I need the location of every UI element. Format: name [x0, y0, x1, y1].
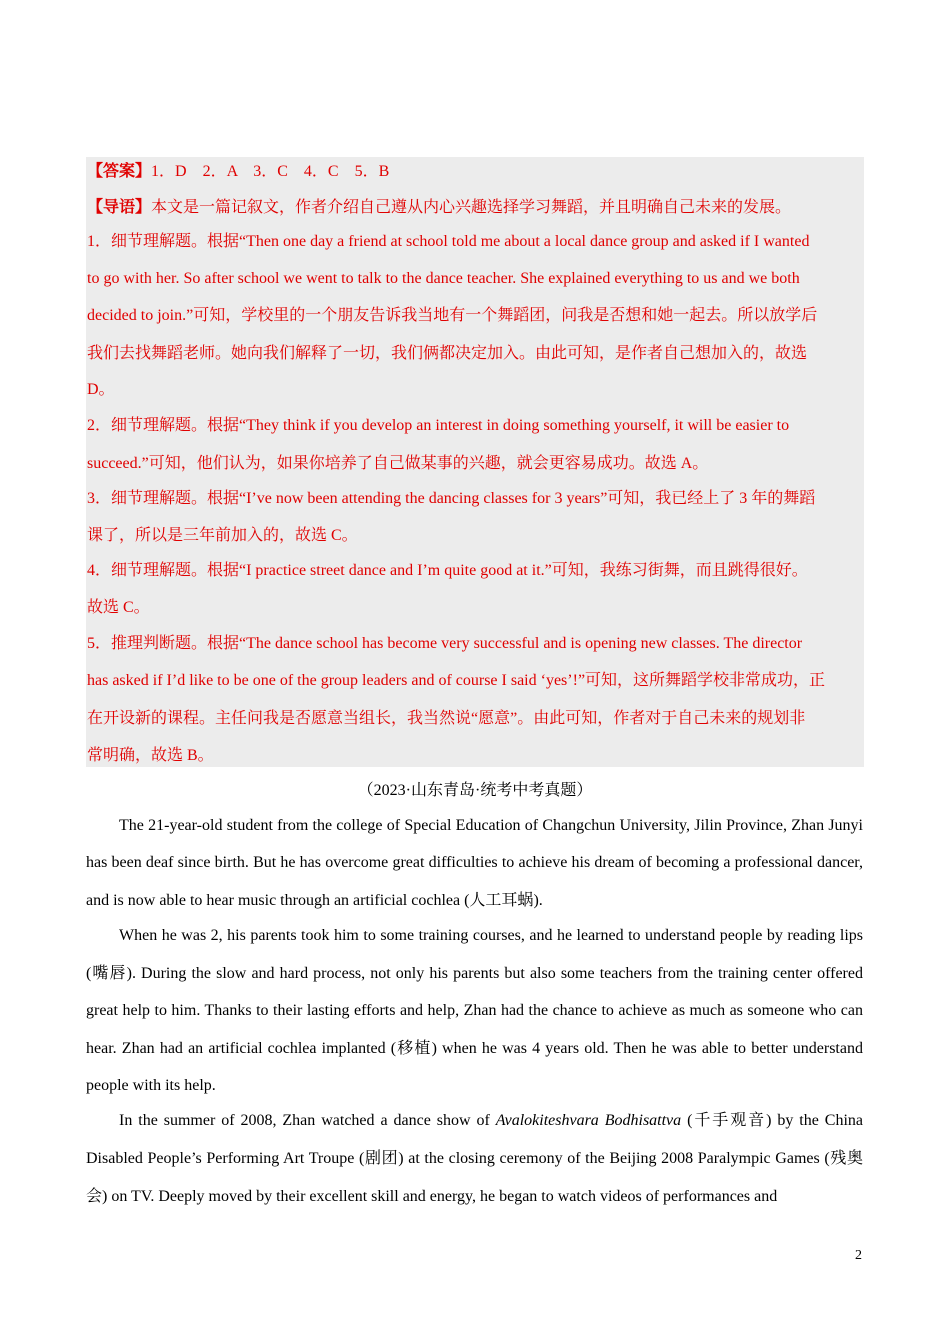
- paragraph-text: When he was 2, his parents took him to some training courses, and he learned to understand people by reading lips (: [86, 927, 863, 982]
- chinese-gloss: 剧团: [364, 1148, 399, 1167]
- explanation-line: to go with her. So after school we went to talk to the dance teacher. She explained everything to us and we both: [87, 270, 800, 287]
- chinese-gloss: 移植: [396, 1038, 432, 1057]
- explanation-line: 1．细节理解题。根据“Then one day a friend at school told me about a local dance group and asked if I wanted: [87, 233, 810, 250]
- chinese-gloss: 嘴唇: [91, 963, 127, 982]
- explanation-line: 常明确，故选 B。: [87, 747, 214, 764]
- paragraph-text: ) by the China Disabled People’s Performing Art Troupe (: [86, 1112, 864, 1167]
- paragraph-text: In the summer of 2008, Zhan watched a dance show of: [119, 1112, 496, 1129]
- work-title: Avalokiteshvara Bodhisattva: [495, 1112, 682, 1129]
- chinese-gloss: 千手观音: [692, 1110, 767, 1129]
- guide-text: 本文是一篇记叙文，作者介绍自己遵从内心兴趣选择学习舞蹈，并且明确自己未来的发展。: [151, 199, 792, 216]
- explanation-line: 4．细节理解题。根据“I practice street dance and I’m quite good at it.”可知，我练习街舞，而且跳得很好。: [87, 562, 808, 579]
- explanation-line: 故选 C。: [87, 599, 150, 616]
- answer-tag: 【答案】: [87, 163, 152, 180]
- guide-line: [87, 198, 791, 218]
- explanation-line: 课了，所以是三年前加入的，故选 C。: [87, 527, 358, 544]
- explanation-line: has asked if I’d like to be one of the group leaders and of course I said ‘yes’!”可知，这所舞蹈学校非常成功，正: [87, 672, 826, 689]
- guide-tag: 【导语】: [87, 199, 152, 216]
- paragraph-text: (: [681, 1112, 693, 1129]
- page-number: 2: [855, 1248, 862, 1263]
- passage-paragraph-1: [86, 807, 863, 919]
- paragraph-text: ) on TV. Deeply moved by their excellent skill and energy, he began to watch videos of performances and: [102, 1188, 778, 1205]
- paragraph-text: ).: [533, 892, 543, 909]
- chinese-gloss: 人工耳蜗: [469, 890, 534, 909]
- paragraph-text: ) at the closing ceremony of the Beijing 2008 Paralympic Games (: [398, 1150, 830, 1167]
- answer-key-line: [87, 162, 389, 182]
- explanation-line: decided to join.”可知，学校里的一个朋友告诉我当地有一个舞蹈团，问我是否想和她一起去。所以放学后: [87, 307, 818, 324]
- source-citation: （2023·山东青岛·统考中考真题）: [357, 782, 593, 799]
- explanation-line: 在开设新的课程。主任问我是否愿意当组长，我当然说“愿意”。由此可知，作者对于自己未来的规划非: [87, 710, 806, 727]
- explanation-line: D。: [87, 381, 115, 398]
- explanation-line: 我们去找舞蹈老师。她向我们解释了一切，我们俩都决定加入。由此可知，是作者自己想加入的，故选: [87, 345, 808, 362]
- paragraph-text: ) when he was 4 years old. Then he was able to better understand people with its help.: [86, 1040, 863, 1094]
- explanation-line: 3．细节理解题。根据“I’ve now been attending the dancing classes for 3 years”可知，我已经上了 3 年的舞蹈: [87, 490, 816, 507]
- answer-list: 1．D 2．A 3．C 4．C 5．B: [151, 163, 390, 180]
- passage-paragraph-3: [86, 1101, 863, 1215]
- paragraph-text: ). During the slow and hard process, not only his parents but also some teachers from the training center offered great help to him. Thanks to their lasting efforts and help, Zhan had the chance to achieve as much as someone who can hear. Zhan had an artificial cochlea implanted (: [86, 965, 863, 1057]
- passage-paragraph-2: [86, 917, 863, 1104]
- explanation-line: succeed.”可知，他们认为，如果你培养了自己做某事的兴趣，就会更容易成功。故选 A。: [87, 455, 709, 472]
- explanation-line: 2．细节理解题。根据“They think if you develop an interest in doing something yourself, it will be easier to: [87, 417, 790, 434]
- explanation-line: 5．推理判断题。根据“The dance school has become very successful and is opening new classes. The director: [87, 635, 803, 652]
- chinese-gloss: 残奥会: [86, 1148, 863, 1205]
- paragraph-text: The 21-year-old student from the college of Special Education of Changchun University, Jilin Province, Zhan Junyi has been deaf since birth. But he has overcome great difficulties to achieve his dream of becoming a professional dancer, and is now able to hear music through an artificial cochlea (: [86, 817, 863, 909]
